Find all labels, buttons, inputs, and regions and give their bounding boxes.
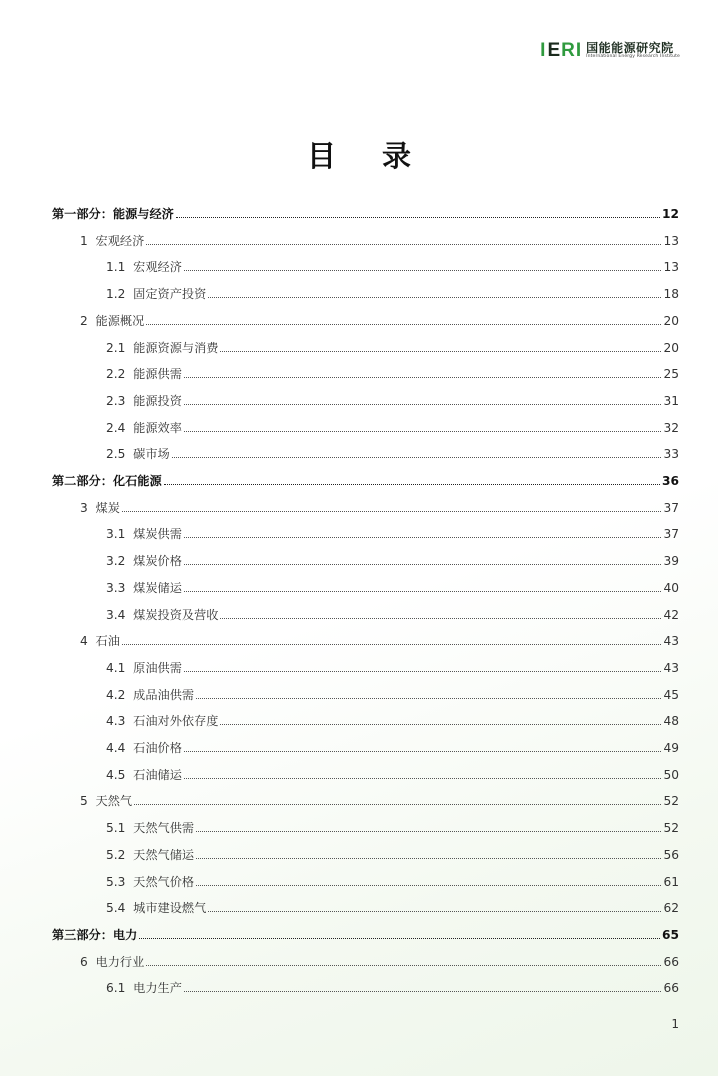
toc-entry-page: 18 xyxy=(663,287,679,302)
toc-dot-leader xyxy=(220,724,661,725)
toc-entry-label: 宏观经济 xyxy=(95,233,145,248)
toc-part-heading[interactable] xyxy=(52,469,679,489)
toc-entry-page: 12 xyxy=(662,207,679,221)
toc-entry-label: 电力行业 xyxy=(95,954,145,969)
toc-number-spacer xyxy=(125,980,133,996)
toc-number-spacer xyxy=(88,500,96,516)
toc-dot-leader xyxy=(164,484,660,485)
toc-section[interactable] xyxy=(106,576,679,596)
toc-number-spacer xyxy=(88,954,96,970)
toc-section[interactable] xyxy=(106,549,679,569)
toc-number-spacer xyxy=(125,660,133,676)
toc-entry-number: 5 xyxy=(80,794,88,809)
toc-entry-page: 66 xyxy=(663,981,679,996)
toc-entry-number: 2.4 xyxy=(106,420,126,435)
toc-entry-label: 天然气价格 xyxy=(133,874,195,889)
toc-dot-leader xyxy=(184,564,662,565)
toc-number-spacer xyxy=(125,259,133,275)
toc-dot-leader xyxy=(139,938,660,939)
toc-number-spacer xyxy=(125,847,133,863)
toc-entry-page: 36 xyxy=(662,474,679,488)
toc-dot-leader xyxy=(208,297,661,298)
toc-section[interactable] xyxy=(106,709,679,729)
toc-entry-label: 煤炭 xyxy=(95,500,120,515)
toc-entry-number: 1 xyxy=(80,233,88,248)
toc-entry-label: 原油供需 xyxy=(133,660,182,675)
ieri-logo-mark xyxy=(540,41,581,61)
toc-entry-number: 2.5 xyxy=(106,447,126,462)
logo-letter-r: R xyxy=(561,40,575,61)
toc-entry-label: 能源概况 xyxy=(95,313,145,328)
toc-entry-page: 56 xyxy=(663,847,679,862)
toc-entry-label: 宏观经济 xyxy=(133,260,182,275)
toc-entry-page: 37 xyxy=(663,527,679,542)
toc-chapter[interactable] xyxy=(80,789,679,809)
toc-chapter[interactable] xyxy=(80,309,679,329)
toc-dot-leader xyxy=(122,511,662,512)
toc-number-spacer xyxy=(88,793,96,809)
toc-number-spacer xyxy=(125,340,133,356)
toc-dot-leader xyxy=(134,804,661,805)
toc-entry-label: 天然气 xyxy=(95,794,133,809)
toc-entry-page: 42 xyxy=(663,607,679,622)
toc-entry-number: 6.1 xyxy=(106,981,126,996)
toc-dot-leader xyxy=(184,778,662,779)
toc-dot-leader xyxy=(196,885,661,886)
toc-section[interactable] xyxy=(106,282,679,302)
toc-section[interactable] xyxy=(106,683,679,703)
toc-entry-number: 3.2 xyxy=(106,554,126,569)
toc-dot-leader xyxy=(184,537,662,538)
toc-chapter[interactable] xyxy=(80,629,679,649)
toc-entry-number: 2.1 xyxy=(106,340,126,355)
toc-entry-number: 3.3 xyxy=(106,580,126,595)
logo-en-name: International Energy Research Institute xyxy=(586,54,680,60)
toc-dot-leader xyxy=(196,858,661,859)
toc-entry-label: 石油对外依存度 xyxy=(133,714,219,729)
ieri-logo xyxy=(540,38,680,64)
toc-section[interactable] xyxy=(106,736,679,756)
toc-entry-label: 第一部分：能源与经济 xyxy=(52,207,174,221)
toc-entry-label: 第三部分：电力 xyxy=(52,927,138,942)
toc-dot-leader xyxy=(208,911,661,912)
toc-entry-page: 66 xyxy=(663,954,679,969)
toc-entry-label: 城市建设燃气 xyxy=(133,901,207,916)
toc-entry-label: 能源效率 xyxy=(133,420,182,435)
logo-letter-i: I xyxy=(540,40,546,61)
toc-number-spacer xyxy=(125,420,133,436)
toc-entry-page: 50 xyxy=(663,767,679,782)
toc-dot-leader xyxy=(176,217,660,218)
toc-entry-number: 2.3 xyxy=(106,393,126,408)
toc-dot-leader xyxy=(146,965,661,966)
toc-entry-page: 62 xyxy=(663,901,679,916)
toc-section[interactable] xyxy=(106,870,679,890)
toc-entry-page: 43 xyxy=(663,634,679,649)
toc-section[interactable] xyxy=(106,603,679,623)
toc-number-spacer xyxy=(125,900,133,916)
toc-entry-label: 电力生产 xyxy=(133,981,182,996)
toc-entry-number: 4 xyxy=(80,634,88,649)
toc-number-spacer xyxy=(125,767,133,783)
toc-entry-page: 20 xyxy=(663,340,679,355)
toc-entry-label: 能源投资 xyxy=(133,393,182,408)
toc-entry-page: 13 xyxy=(663,260,679,275)
toc-section[interactable] xyxy=(106,336,679,356)
toc-entry-label: 能源资源与消费 xyxy=(133,340,219,355)
toc-number-spacer xyxy=(125,286,133,302)
toc-section[interactable] xyxy=(106,656,679,676)
toc-entry-label: 煤炭储运 xyxy=(133,580,182,595)
toc-section[interactable] xyxy=(106,843,679,863)
toc-section[interactable] xyxy=(106,896,679,916)
toc-dot-leader xyxy=(184,431,662,432)
toc-entry-page: 52 xyxy=(663,821,679,836)
toc-entry-label: 石油价格 xyxy=(133,741,182,755)
toc-entry-page: 33 xyxy=(663,447,679,462)
toc-entry-label: 煤炭投资及营收 xyxy=(133,607,219,622)
toc-number-spacer xyxy=(125,366,133,382)
toc-number-spacer xyxy=(125,713,133,729)
page-number: 1 xyxy=(671,1017,679,1031)
toc-dot-leader xyxy=(184,377,662,378)
toc-entry-page: 43 xyxy=(663,660,679,675)
toc-chapter[interactable] xyxy=(80,496,679,516)
toc-entry-page: 52 xyxy=(663,794,679,809)
logo-letter-e: E xyxy=(547,40,561,61)
toc-entry-page: 37 xyxy=(663,500,679,515)
toc-section[interactable] xyxy=(106,416,679,436)
toc-entry-number: 4.4 xyxy=(106,741,126,755)
toc-entry-page: 13 xyxy=(663,233,679,248)
toc-entry-label: 能源供需 xyxy=(133,367,182,382)
toc-entry-number: 4.3 xyxy=(106,714,126,729)
toc-chapter[interactable] xyxy=(80,229,679,249)
toc-number-spacer xyxy=(125,687,133,703)
logo-letter-i-2: I xyxy=(575,40,582,61)
toc-entry-page: 40 xyxy=(663,580,679,595)
toc-section[interactable] xyxy=(106,522,679,542)
toc-dot-leader xyxy=(196,698,661,699)
toc-number-spacer xyxy=(88,313,96,329)
toc-entry-number: 3.4 xyxy=(106,607,126,622)
toc-number-spacer xyxy=(125,580,133,596)
toc-entry-number: 5.4 xyxy=(106,901,126,916)
toc-section[interactable] xyxy=(106,816,679,836)
toc-entry-page: 32 xyxy=(663,420,679,435)
toc-entry-number: 5.2 xyxy=(106,847,126,862)
toc-dot-leader xyxy=(146,324,661,325)
toc-number-spacer xyxy=(125,607,133,623)
toc-dot-leader xyxy=(184,404,662,405)
toc-entry-label: 天然气供需 xyxy=(133,821,195,836)
toc-section[interactable] xyxy=(106,362,679,382)
toc-entry-label: 石油 xyxy=(95,634,120,649)
toc-entry-label: 固定资产投资 xyxy=(133,287,207,302)
logo-cn-name: 国能能源研究院 xyxy=(586,41,674,56)
toc-entry-number: 5.3 xyxy=(106,874,126,889)
toc-entry-label: 煤炭价格 xyxy=(133,554,182,569)
toc-entry-page: 45 xyxy=(663,687,679,702)
toc-entry-page: 65 xyxy=(662,927,679,942)
toc-chapter[interactable] xyxy=(80,950,679,970)
toc-entry-label: 成品油供需 xyxy=(133,687,195,702)
toc-dot-leader xyxy=(220,351,661,352)
toc-entry-page: 48 xyxy=(663,714,679,729)
toc-section[interactable] xyxy=(106,442,679,462)
toc-part-heading[interactable] xyxy=(52,923,679,943)
toc-section[interactable] xyxy=(106,389,679,409)
toc-number-spacer xyxy=(88,633,96,649)
toc-number-spacer xyxy=(125,874,133,890)
toc-entry-label: 第二部分：化石能源 xyxy=(52,474,162,488)
toc-entry-number: 1.1 xyxy=(106,260,126,275)
toc-dot-leader xyxy=(122,644,662,645)
toc-entry-page: 49 xyxy=(663,741,679,755)
toc-entry-number: 1.2 xyxy=(106,287,126,302)
toc-number-spacer xyxy=(88,233,96,249)
toc-entry-label: 石油储运 xyxy=(133,767,182,782)
toc-entry-page: 25 xyxy=(663,367,679,382)
toc-dot-leader xyxy=(196,831,661,832)
toc-entry-number: 2.2 xyxy=(106,367,126,382)
page-title: 目 录 xyxy=(306,139,430,173)
toc-number-spacer xyxy=(125,446,133,462)
toc-entry-number: 3 xyxy=(80,500,88,515)
toc-entry-number: 5.1 xyxy=(106,821,126,836)
toc-number-spacer xyxy=(125,740,133,756)
toc-entry-number: 6 xyxy=(80,954,88,969)
toc-section[interactable] xyxy=(106,255,679,275)
toc-number-spacer xyxy=(125,820,133,836)
toc-dot-leader xyxy=(172,457,662,458)
toc-entry-number: 4.5 xyxy=(106,767,126,782)
toc-entry-label: 碳市场 xyxy=(133,447,170,462)
toc-entry-page: 61 xyxy=(663,874,679,889)
toc-entry-page: 20 xyxy=(663,313,679,328)
toc-number-spacer xyxy=(125,553,133,569)
toc-dot-leader xyxy=(184,751,662,752)
toc-entry-page: 31 xyxy=(663,393,679,408)
toc-entry-page: 39 xyxy=(663,554,679,569)
toc-entry-number: 4.2 xyxy=(106,687,126,702)
toc-dot-leader xyxy=(146,244,661,245)
toc-entry-number: 4.1 xyxy=(106,660,126,675)
toc-entry-label: 煤炭供需 xyxy=(133,527,182,542)
logo-text xyxy=(586,42,680,60)
toc-part-heading[interactable] xyxy=(52,202,679,222)
toc-number-spacer xyxy=(125,393,133,409)
toc-dot-leader xyxy=(220,618,661,619)
toc-dot-leader xyxy=(184,671,662,672)
toc-dot-leader xyxy=(184,591,662,592)
toc-dot-leader xyxy=(184,991,662,992)
toc-section[interactable] xyxy=(106,763,679,783)
toc-section[interactable] xyxy=(106,976,679,996)
toc-dot-leader xyxy=(184,270,662,271)
toc-entry-number: 2 xyxy=(80,313,88,328)
toc-entry-number: 3.1 xyxy=(106,527,126,542)
toc-entry-label: 天然气储运 xyxy=(133,847,195,862)
toc-number-spacer xyxy=(125,526,133,542)
